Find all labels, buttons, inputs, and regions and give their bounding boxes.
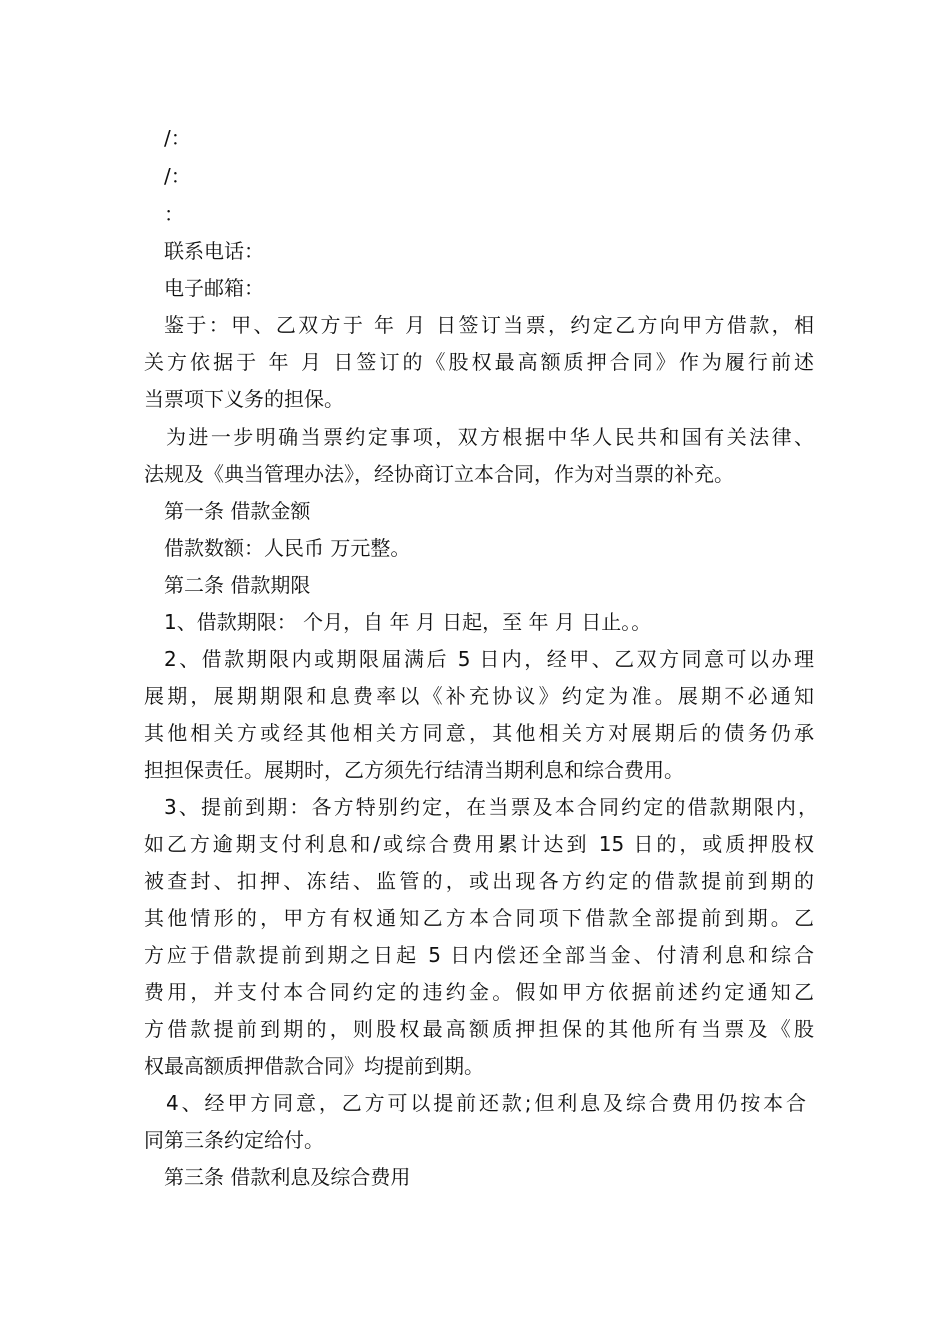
clause-3-line-8: 权最高额质押借款合同》均提前到期。: [144, 1054, 484, 1078]
header-line-3: ：: [164, 202, 184, 226]
clause-3-line-5: 方应于借款提前到期之日起 5 日内偿还全部当金、付清利息和综合: [144, 943, 814, 967]
recital-line-3: 当票项下义务的担保。: [144, 387, 344, 411]
email-label: 电子邮箱：: [164, 276, 264, 300]
recital-line-2: 关方依据于 年 月 日签订的《股权最高额质押合同》作为履行前述: [144, 350, 814, 374]
clause-4-line-1: 4、经甲方同意，乙方可以提前还款;但利息及综合费用仍按本合: [166, 1091, 806, 1115]
purpose-line-1: 为进一步明确当票约定事项，双方根据中华人民共和国有关法律、: [166, 425, 814, 449]
purpose-line-2: 法规及《典当管理办法》，经协商订立本合同，作为对当票的补充。: [144, 462, 734, 486]
recital-line-1: 鉴于：甲、乙双方于 年 月 日签订当票，约定乙方向甲方借款，相: [164, 313, 814, 337]
clause-3-line-2: 如乙方逾期支付利息和/或综合费用累计达到 15 日的，或质押股权: [144, 832, 814, 856]
article-1-body: 借款数额：人民币 万元整。: [164, 536, 411, 560]
contact-phone-label: 联系电话：: [164, 239, 264, 263]
clause-1: 1、借款期限： 个月，自 年 月 日起，至 年 月 日止。。: [164, 610, 652, 634]
clause-4-line-2: 同第三条约定给付。: [144, 1128, 324, 1152]
clause-3-line-4: 其他情形的，甲方有权通知乙方本合同项下借款全部提前到期。乙: [144, 906, 814, 930]
clause-3-line-1: 3、提前到期：各方特别约定，在当票及本合同约定的借款期限内，: [164, 795, 818, 819]
header-line-2: /：: [164, 164, 191, 188]
article-2-title: 第二条 借款期限: [164, 573, 311, 597]
clause-2-line-4: 担担保责任。展期时，乙方须先行结清当期利息和综合费用。: [144, 758, 684, 782]
clause-2-line-3: 其他相关方或经其他相关方同意，其他相关方对展期后的债务仍承: [144, 721, 814, 745]
clause-3-line-7: 方借款提前到期的，则股权最高额质押担保的其他所有当票及《股: [144, 1017, 814, 1041]
clause-3-line-6: 费用，并支付本合同约定的违约金。假如甲方依据前述约定通知乙: [144, 980, 814, 1004]
clause-3-line-3: 被查封、扣押、冻结、监管的，或出现各方约定的借款提前到期的: [144, 869, 814, 893]
article-3-title: 第三条 借款利息及综合费用: [164, 1165, 411, 1189]
clause-2-line-1: 2、借款期限内或期限届满后 5 日内，经甲、乙双方同意可以办理: [164, 647, 814, 671]
article-1-title: 第一条 借款金额: [164, 499, 311, 523]
clause-2-line-2: 展期，展期期限和息费率以《补充协议》约定为准。展期不必通知: [144, 684, 814, 708]
header-line-1: /：: [164, 126, 191, 150]
